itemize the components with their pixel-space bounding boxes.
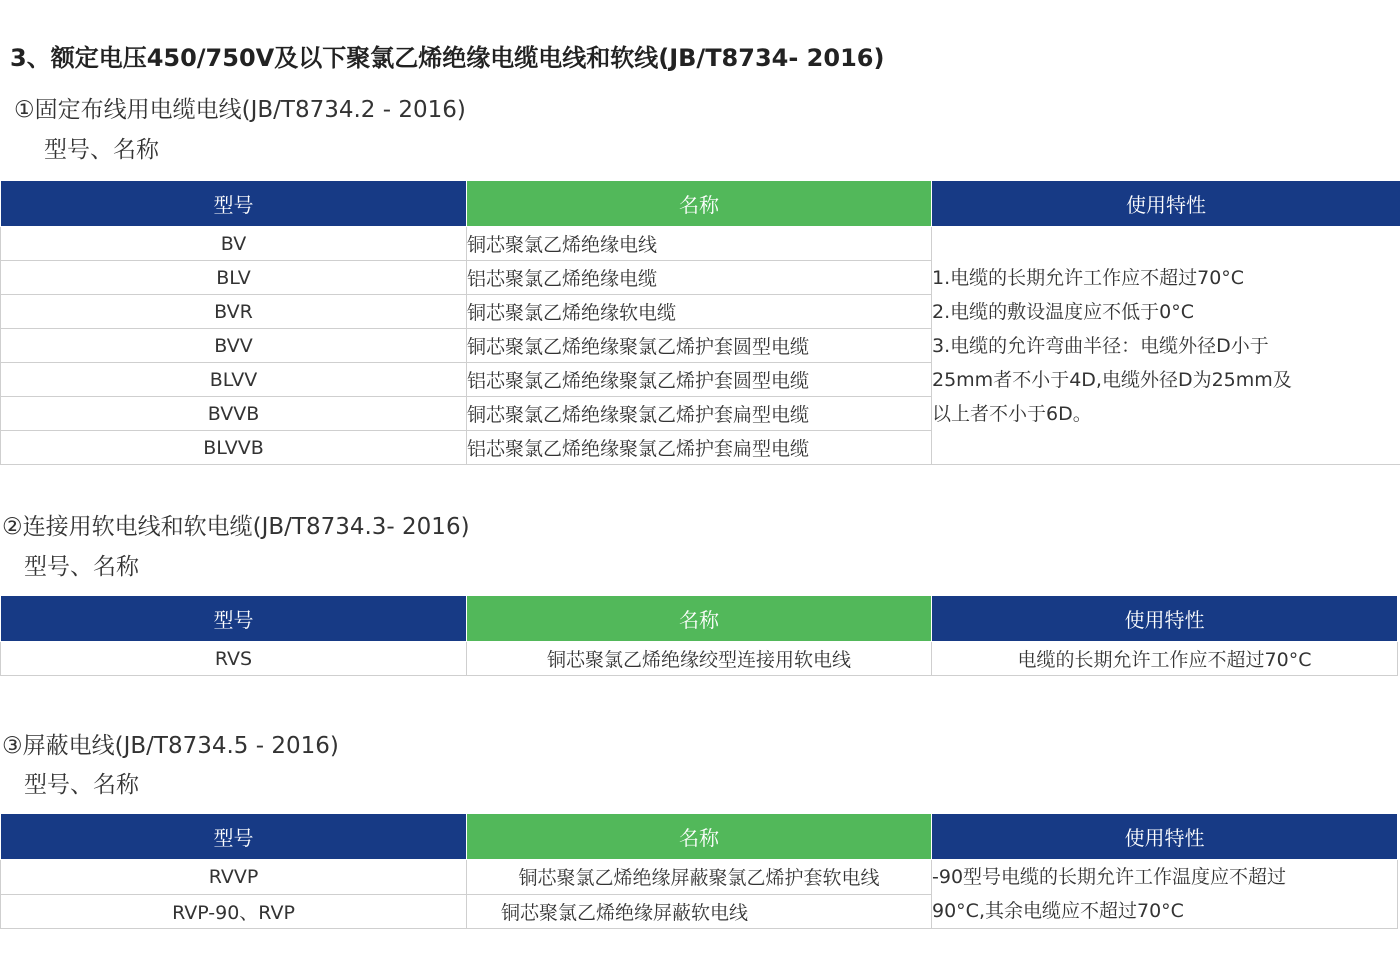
section2-title: ②连接用软电线和软电缆(JB/T8734.3- 2016): [2, 514, 470, 540]
name-cell: 铜芯聚氯乙烯绝缘屏蔽聚氯乙烯护套软电线: [467, 860, 932, 895]
name-cell: 铜芯聚氯乙烯绝缘聚氯乙烯护套圆型电缆: [467, 329, 932, 363]
name-cell: 铜芯聚氯乙烯绝缘电线: [467, 227, 932, 261]
section1-table: [0, 180, 1400, 465]
name-cell: 铜芯聚氯乙烯绝缘聚氯乙烯护套扁型电缆: [467, 397, 932, 431]
model-cell: RVS: [1, 642, 467, 676]
section2-label: 型号、名称: [24, 554, 139, 580]
feature-line: 2.电缆的敷设温度应不低于0°C: [932, 300, 1194, 323]
name-cell: 铜芯聚氯乙烯绝缘绞型连接用软电线: [467, 642, 932, 676]
header-name: 名称: [467, 596, 932, 642]
model-cell: BV: [1, 227, 467, 261]
header-model: 型号: [1, 596, 467, 642]
section1-label: 型号、名称: [44, 137, 159, 163]
model-cell: RVP-90、RVP: [1, 894, 467, 929]
feature-line: 以上者不小于6D。: [932, 402, 1092, 425]
section3-label: 型号、名称: [24, 772, 139, 798]
model-cell: BLV: [1, 261, 467, 295]
model-cell: BVV: [1, 329, 467, 363]
header-feature: 使用特性: [932, 814, 1398, 860]
header-feature: 使用特性: [932, 181, 1400, 227]
table-row: [1, 227, 1400, 261]
model-cell: BLVVB: [1, 431, 467, 465]
feature-line: 3.电缆的允许弯曲半径：电缆外径D小于: [932, 334, 1269, 357]
feature-cell: [932, 860, 1398, 929]
model-cell: BLVV: [1, 363, 467, 397]
section3-table: [0, 813, 1398, 929]
section1-title: ①固定布线用电缆电线(JB/T8734.2 - 2016): [14, 97, 466, 123]
header-feature: 使用特性: [932, 596, 1398, 642]
table-header-row: [1, 814, 1398, 860]
header-name: 名称: [467, 814, 932, 860]
section2-table: [0, 595, 1398, 676]
name-cell: 铜芯聚氯乙烯绝缘屏蔽软电线: [467, 894, 932, 929]
page-title: 3、额定电压450/750V及以下聚氯乙烯绝缘电缆电线和软线(JB/T8734- 2016): [10, 44, 885, 72]
feature-line: -90型号电缆的长期允许工作温度应不超过: [932, 866, 1287, 888]
feature-line: 25mm者不小于4D,电缆外径D为25mm及: [932, 368, 1292, 391]
model-cell: RVVP: [1, 860, 467, 895]
name-cell: 铝芯聚氯乙烯绝缘聚氯乙烯护套圆型电缆: [467, 363, 932, 397]
name-cell: 铝芯聚氯乙烯绝缘电缆: [467, 261, 932, 295]
name-cell: 铝芯聚氯乙烯绝缘聚氯乙烯护套扁型电缆: [467, 431, 932, 465]
section3-title: ③屏蔽电线(JB/T8734.5 - 2016): [2, 733, 339, 759]
header-model: 型号: [1, 181, 467, 227]
table-row: [1, 642, 1398, 676]
feature-line: 1.电缆的长期允许工作应不超过70°C: [932, 266, 1245, 289]
name-cell: 铜芯聚氯乙烯绝缘软电缆: [467, 295, 932, 329]
feature-cell: 电缆的长期允许工作应不超过70°C: [932, 642, 1398, 676]
feature-cell: [932, 227, 1400, 465]
table-row: [1, 860, 1398, 895]
header-name: 名称: [467, 181, 932, 227]
feature-line: 90°C,其余电缆应不超过70°C: [932, 900, 1184, 922]
header-model: 型号: [1, 814, 467, 860]
table-header-row: [1, 181, 1400, 227]
table-header-row: [1, 596, 1398, 642]
model-cell: BVVB: [1, 397, 467, 431]
model-cell: BVR: [1, 295, 467, 329]
